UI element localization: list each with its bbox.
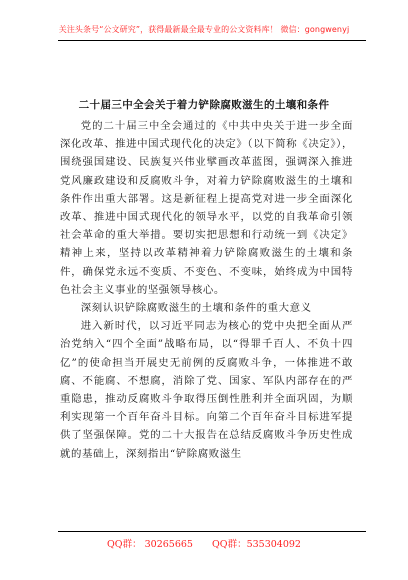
- footer-divider: [58, 531, 366, 532]
- body-paragraph: 党的二十届三中全会通过的《中共中央关于进一步全面深化改革、推进中国式现代化的决定》（以下简称《决定》），围绕强国建设、民族复兴伟业擘画改革蓝图，强调深入推进党风廉政建设和反腐败斗争，对着力铲除腐败滋生的土壤和条件作出重大部署。这是新征程上提高党对进一步全面深化改革、推进中国式现代化的领导水平，以党的自我革命引领社会革命的重大举措。要切实把思想和行动统一到《决定》精神上来，坚持以改革精神着力铲除腐败滋生的土壤和条件，确保党永远不变质、不变色、不变味，始终成为中国特色社会主义事业的坚强领导核心。: [60, 120, 353, 296]
- qq-group-b: QQ群：535304092: [212, 539, 301, 550]
- section-heading: 深刻认识铲除腐败滋生的土壤和条件的重大意义: [80, 302, 312, 315]
- body-paragraph: 进入新时代，以习近平同志为核心的党中央把全面从严治党纳入“四个全面”战略布局，以“得罪千百人、不负十四亿”的使命担当开展史无前例的反腐败斗争，一体推进不敢腐、不能腐、不想腐，消除了党、国家、军队内部存在的严重隐患，推动反腐败斗争取得压倒性胜利并全面巩固，为顺利实现第一个百年奋斗目标。向第二个百年奋斗目标进军提供了坚强保障。党的二十大报告在总结反腐败斗争历史性成就的基础上，深刻指出“铲除腐败滋生: [60, 320, 353, 460]
- header-divider: [58, 40, 366, 41]
- footer: [0, 536, 408, 550]
- document-body: [60, 117, 353, 463]
- header-banner: 关注头条号“公文研究”，获得最新最全最专业的公文资料库！ 微信：gongwenyj: [58, 25, 350, 34]
- qq-group-a: QQ群： 30265665: [107, 539, 193, 550]
- document-title: 二十届三中全会关于着力铲除腐败滋生的土壤和条件: [78, 99, 330, 111]
